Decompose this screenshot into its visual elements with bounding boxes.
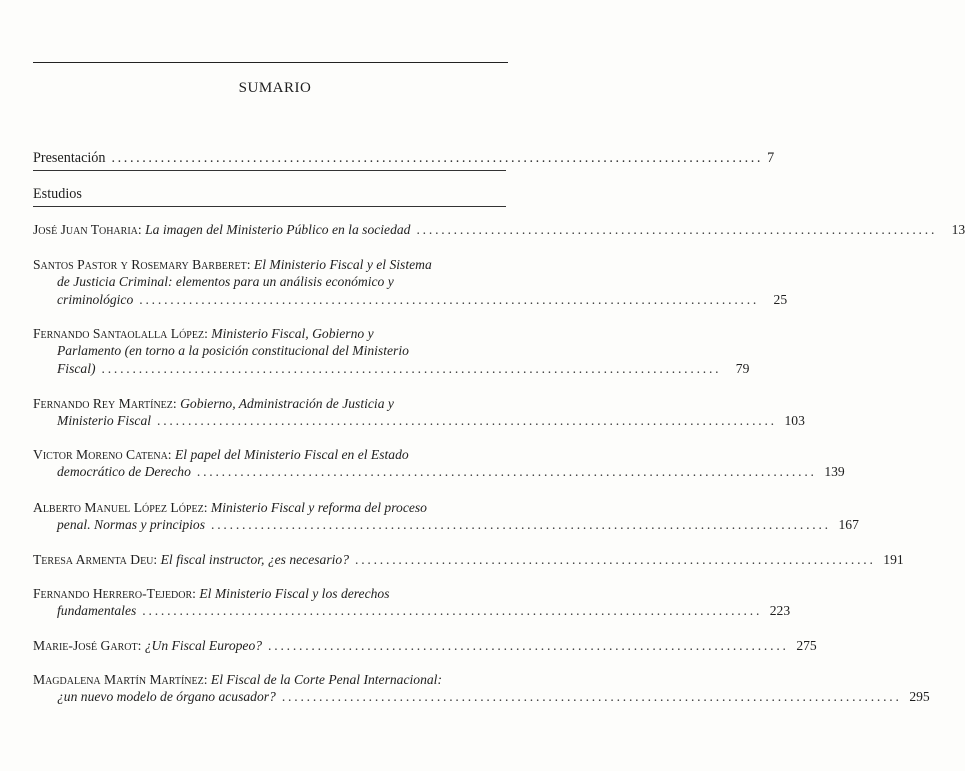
entry-title: ¿Un Fiscal Europeo?: [144, 638, 263, 653]
dot-leader: ....................................................................................................: [281, 689, 902, 705]
dot-leader: ....................................................................................: [355, 552, 876, 567]
entry-title: El Ministerio Fiscal y los derechos: [199, 586, 390, 601]
dot-leader: ....................................................................................................: [157, 413, 777, 429]
entry-author: Magdalena Martín Martínez:: [33, 672, 208, 687]
entry-page: 139: [824, 464, 845, 480]
top-rule: [33, 62, 508, 63]
entry-title: El papel del Ministerio Fiscal en el Estado: [175, 447, 409, 462]
toc-entry[interactable]: [33, 395, 805, 430]
entry-title: criminológico: [57, 291, 134, 307]
entry-author: Victor Moreno Catena:: [33, 447, 172, 462]
toc-entry[interactable]: [33, 256, 788, 308]
entry-page: 275: [796, 638, 817, 653]
entry-title: Ministerio Fiscal: [57, 413, 152, 429]
entry-page: 79: [735, 360, 750, 376]
entry-author: Fernando Herrero-Tejedor:: [33, 586, 196, 601]
entry-title: Ministerio Fiscal, Gobierno y: [211, 326, 374, 341]
entry-title: penal. Normas y principios: [57, 517, 206, 533]
entry-title: Ministerio Fiscal y reforma del proceso: [210, 500, 427, 515]
toc-entry[interactable]: [33, 325, 750, 377]
entry-title: El Fiscal de la Corte Penal Internacional:: [210, 672, 442, 687]
entry-title: fundamentales: [57, 603, 137, 619]
toc-entry[interactable]: [33, 446, 845, 481]
dot-leader: ....................................................................................: [268, 638, 789, 653]
toc-entry[interactable]: [33, 221, 965, 238]
toc-presentacion[interactable]: [33, 150, 775, 167]
toc-entry[interactable]: [33, 499, 859, 534]
divider: [33, 170, 506, 171]
entry-author: Marie-José Garot:: [33, 638, 142, 653]
entry-author: Santos Pastor y Rosemary Barberet:: [33, 257, 251, 272]
dot-leader: ..........................................................................................................: [111, 150, 764, 166]
entry-title: El fiscal instructor, ¿es necesario?: [160, 552, 350, 567]
presentacion-label: Presentación: [33, 150, 106, 166]
entry-page: 13: [951, 222, 965, 237]
entry-author: Fernando Santaolalla López:: [33, 326, 208, 341]
entry-title: El Ministerio Fiscal y el Sistema: [253, 257, 432, 272]
estudios-label: Estudios: [33, 186, 82, 202]
dot-leader: ....................................................................................................: [101, 360, 722, 376]
entry-title: Parlamento (en torno a la posición constitucional del Ministerio: [57, 343, 409, 359]
entry-page: 295: [909, 689, 930, 705]
entry-author: José Juan Toharia:: [33, 222, 142, 237]
entry-author: Fernando Rey Martínez:: [33, 396, 177, 411]
entry-title: democrático de Derecho: [57, 464, 191, 480]
toc-entry[interactable]: [33, 551, 904, 568]
toc-entry[interactable]: [33, 585, 791, 620]
entry-page: 223: [769, 603, 791, 619]
dot-leader: ....................................................................................................: [211, 517, 831, 533]
divider: [33, 206, 506, 207]
dot-leader: ....................................................................................................: [139, 291, 760, 307]
entry-title: Gobierno, Administración de Justicia y: [180, 396, 394, 411]
entry-author: Alberto Manuel López López:: [33, 500, 208, 515]
toc-entry[interactable]: [33, 671, 930, 706]
page-title: SUMARIO: [238, 80, 312, 96]
entry-title: de Justicia Criminal: elementos para un análisis económico y: [57, 274, 394, 290]
entry-page: 103: [784, 413, 805, 429]
toc-estudios-heading: [33, 186, 506, 203]
entry-author: Teresa Armenta Deu:: [33, 552, 158, 567]
toc-entry[interactable]: [33, 637, 817, 654]
dot-leader: ....................................................................................: [416, 222, 938, 237]
entry-page: 167: [838, 517, 859, 533]
entry-title: Fiscal): [57, 360, 96, 376]
entry-title: La imagen del Ministerio Público en la sociedad: [145, 222, 411, 237]
entry-title: ¿un nuevo modelo de órgano acusador?: [57, 689, 276, 705]
entry-page: 25: [773, 291, 788, 307]
dot-leader: ....................................................................................................: [196, 464, 817, 480]
presentacion-page: 7: [767, 150, 775, 166]
dot-leader: ....................................................................................................: [142, 603, 763, 619]
entry-page: 191: [883, 552, 904, 567]
